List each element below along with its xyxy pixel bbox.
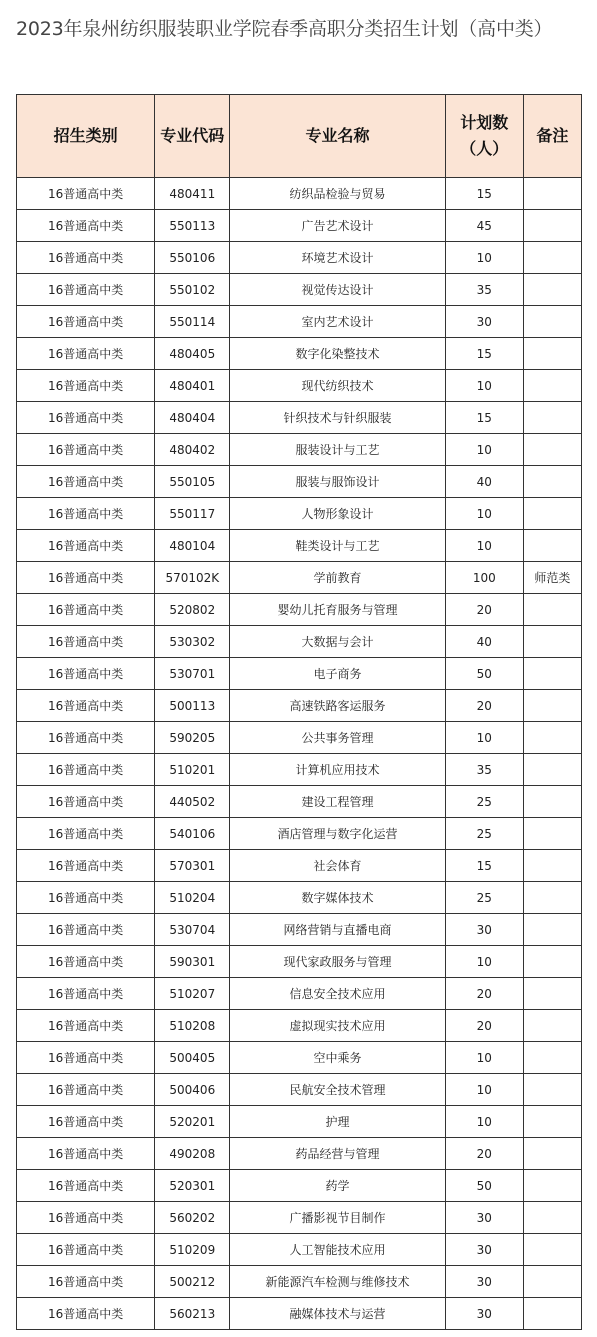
cell-category: 16普通高中类 — [17, 1298, 155, 1330]
cell-name: 网络营销与直播电商 — [230, 914, 445, 946]
cell-note — [523, 946, 581, 978]
table-row — [17, 530, 582, 562]
cell-category: 16普通高中类 — [17, 466, 155, 498]
header-count — [445, 95, 523, 178]
cell-count: 15 — [445, 338, 523, 370]
cell-code: 520301 — [155, 1170, 230, 1202]
cell-count: 40 — [445, 466, 523, 498]
table-row — [17, 274, 582, 306]
header-note: 备注 — [523, 95, 581, 178]
cell-code: 510201 — [155, 754, 230, 786]
table-row — [17, 1234, 582, 1266]
cell-name: 广告艺术设计 — [230, 210, 445, 242]
header-count-line2: （人） — [460, 139, 509, 158]
cell-category: 16普通高中类 — [17, 690, 155, 722]
cell-code: 550106 — [155, 242, 230, 274]
cell-code: 550113 — [155, 210, 230, 242]
cell-name: 建设工程管理 — [230, 786, 445, 818]
cell-note — [523, 1266, 581, 1298]
table-row — [17, 434, 582, 466]
cell-note — [523, 1298, 581, 1330]
cell-category: 16普通高中类 — [17, 370, 155, 402]
cell-note — [523, 530, 581, 562]
cell-category: 16普通高中类 — [17, 178, 155, 210]
cell-note — [523, 498, 581, 530]
cell-note — [523, 1234, 581, 1266]
table-header — [17, 95, 582, 178]
cell-note — [523, 978, 581, 1010]
table-row — [17, 722, 582, 754]
table-row — [17, 306, 582, 338]
cell-count: 15 — [445, 402, 523, 434]
cell-category: 16普通高中类 — [17, 1234, 155, 1266]
cell-count: 30 — [445, 1202, 523, 1234]
table-row — [17, 466, 582, 498]
cell-note — [523, 1010, 581, 1042]
cell-count: 10 — [445, 1042, 523, 1074]
cell-name: 药品经营与管理 — [230, 1138, 445, 1170]
cell-code: 510208 — [155, 1010, 230, 1042]
cell-note — [523, 1042, 581, 1074]
cell-count: 10 — [445, 1074, 523, 1106]
table-body — [17, 178, 582, 1330]
cell-category: 16普通高中类 — [17, 338, 155, 370]
cell-code: 550105 — [155, 466, 230, 498]
cell-code: 480411 — [155, 178, 230, 210]
cell-count: 10 — [445, 242, 523, 274]
cell-note — [523, 818, 581, 850]
table-row — [17, 178, 582, 210]
header-row — [17, 95, 582, 178]
cell-code: 500406 — [155, 1074, 230, 1106]
cell-note — [523, 722, 581, 754]
cell-category: 16普通高中类 — [17, 1266, 155, 1298]
table-row — [17, 882, 582, 914]
cell-code: 510207 — [155, 978, 230, 1010]
table-row — [17, 626, 582, 658]
cell-count: 20 — [445, 1138, 523, 1170]
cell-name: 新能源汽车检测与维修技术 — [230, 1266, 445, 1298]
cell-count: 10 — [445, 370, 523, 402]
cell-name: 人物形象设计 — [230, 498, 445, 530]
cell-count: 30 — [445, 306, 523, 338]
table-row — [17, 210, 582, 242]
cell-note — [523, 1170, 581, 1202]
cell-code: 550114 — [155, 306, 230, 338]
cell-note — [523, 690, 581, 722]
cell-name: 服装设计与工艺 — [230, 434, 445, 466]
cell-name: 婴幼儿托育服务与管理 — [230, 594, 445, 626]
cell-count: 20 — [445, 1010, 523, 1042]
table-row — [17, 338, 582, 370]
cell-note — [523, 274, 581, 306]
cell-code: 530704 — [155, 914, 230, 946]
cell-category: 16普通高中类 — [17, 754, 155, 786]
cell-note: 师范类 — [523, 562, 581, 594]
cell-code: 520802 — [155, 594, 230, 626]
cell-category: 16普通高中类 — [17, 818, 155, 850]
cell-code: 560213 — [155, 1298, 230, 1330]
cell-count: 35 — [445, 274, 523, 306]
cell-category: 16普通高中类 — [17, 1074, 155, 1106]
cell-name: 数字媒体技术 — [230, 882, 445, 914]
table-row — [17, 1170, 582, 1202]
header-name: 专业名称 — [230, 95, 445, 178]
cell-category: 16普通高中类 — [17, 658, 155, 690]
cell-code: 500113 — [155, 690, 230, 722]
cell-note — [523, 370, 581, 402]
cell-category: 16普通高中类 — [17, 562, 155, 594]
cell-note — [523, 210, 581, 242]
table-row — [17, 242, 582, 274]
cell-category: 16普通高中类 — [17, 1138, 155, 1170]
cell-note — [523, 594, 581, 626]
cell-category: 16普通高中类 — [17, 530, 155, 562]
cell-code: 480405 — [155, 338, 230, 370]
cell-count: 20 — [445, 594, 523, 626]
cell-category: 16普通高中类 — [17, 1010, 155, 1042]
cell-code: 570102K — [155, 562, 230, 594]
cell-code: 480404 — [155, 402, 230, 434]
cell-name: 数字化染整技术 — [230, 338, 445, 370]
cell-count: 35 — [445, 754, 523, 786]
cell-name: 学前教育 — [230, 562, 445, 594]
cell-code: 510204 — [155, 882, 230, 914]
cell-count: 25 — [445, 818, 523, 850]
cell-note — [523, 754, 581, 786]
cell-name: 纺织品检验与贸易 — [230, 178, 445, 210]
cell-name: 鞋类设计与工艺 — [230, 530, 445, 562]
cell-count: 10 — [445, 434, 523, 466]
cell-count: 100 — [445, 562, 523, 594]
enrollment-plan-table — [16, 94, 582, 1330]
table-row — [17, 370, 582, 402]
cell-name: 现代纺织技术 — [230, 370, 445, 402]
cell-code: 490208 — [155, 1138, 230, 1170]
cell-code: 590205 — [155, 722, 230, 754]
cell-code: 570301 — [155, 850, 230, 882]
cell-count: 10 — [445, 1106, 523, 1138]
cell-name: 社会体育 — [230, 850, 445, 882]
table-row — [17, 1106, 582, 1138]
cell-name: 针织技术与针织服装 — [230, 402, 445, 434]
header-count-line1: 计划数 — [460, 113, 509, 132]
cell-category: 16普通高中类 — [17, 914, 155, 946]
table-row — [17, 1042, 582, 1074]
cell-note — [523, 1106, 581, 1138]
cell-name: 服装与服饰设计 — [230, 466, 445, 498]
cell-count: 30 — [445, 914, 523, 946]
cell-code: 480401 — [155, 370, 230, 402]
cell-category: 16普通高中类 — [17, 1042, 155, 1074]
cell-name: 融媒体技术与运营 — [230, 1298, 445, 1330]
cell-category: 16普通高中类 — [17, 722, 155, 754]
cell-count: 10 — [445, 722, 523, 754]
cell-count: 25 — [445, 786, 523, 818]
cell-count: 10 — [445, 530, 523, 562]
cell-name: 民航安全技术管理 — [230, 1074, 445, 1106]
cell-note — [523, 178, 581, 210]
table-row — [17, 978, 582, 1010]
cell-count: 10 — [445, 946, 523, 978]
cell-name: 广播影视节目制作 — [230, 1202, 445, 1234]
cell-name: 虚拟现实技术应用 — [230, 1010, 445, 1042]
cell-name: 室内艺术设计 — [230, 306, 445, 338]
cell-note — [523, 1202, 581, 1234]
table-row — [17, 690, 582, 722]
cell-name: 视觉传达设计 — [230, 274, 445, 306]
cell-category: 16普通高中类 — [17, 626, 155, 658]
cell-name: 护理 — [230, 1106, 445, 1138]
cell-code: 530302 — [155, 626, 230, 658]
cell-note — [523, 882, 581, 914]
cell-code: 550117 — [155, 498, 230, 530]
cell-category: 16普通高中类 — [17, 306, 155, 338]
cell-code: 550102 — [155, 274, 230, 306]
cell-count: 30 — [445, 1266, 523, 1298]
cell-code: 440502 — [155, 786, 230, 818]
page-title: 2023年泉州纺织服装职业学院春季高职分类招生计划（高中类） — [16, 18, 553, 40]
table-row — [17, 1298, 582, 1330]
cell-code: 500212 — [155, 1266, 230, 1298]
cell-category: 16普通高中类 — [17, 882, 155, 914]
cell-category: 16普通高中类 — [17, 1106, 155, 1138]
cell-category: 16普通高中类 — [17, 274, 155, 306]
cell-name: 空中乘务 — [230, 1042, 445, 1074]
cell-category: 16普通高中类 — [17, 850, 155, 882]
header-code: 专业代码 — [155, 95, 230, 178]
table-row — [17, 1010, 582, 1042]
cell-code: 530701 — [155, 658, 230, 690]
cell-category: 16普通高中类 — [17, 1170, 155, 1202]
table-row — [17, 402, 582, 434]
cell-name: 高速铁路客运服务 — [230, 690, 445, 722]
cell-count: 50 — [445, 1170, 523, 1202]
cell-code: 590301 — [155, 946, 230, 978]
cell-name: 药学 — [230, 1170, 445, 1202]
cell-category: 16普通高中类 — [17, 978, 155, 1010]
cell-note — [523, 626, 581, 658]
cell-count: 15 — [445, 850, 523, 882]
cell-name: 大数据与会计 — [230, 626, 445, 658]
table-row — [17, 1266, 582, 1298]
table-row — [17, 818, 582, 850]
cell-name: 环境艺术设计 — [230, 242, 445, 274]
table-row — [17, 1074, 582, 1106]
cell-category: 16普通高中类 — [17, 210, 155, 242]
table-row — [17, 914, 582, 946]
cell-note — [523, 658, 581, 690]
table-row — [17, 1138, 582, 1170]
cell-note — [523, 338, 581, 370]
cell-count: 50 — [445, 658, 523, 690]
cell-note — [523, 402, 581, 434]
cell-count: 25 — [445, 882, 523, 914]
cell-code: 500405 — [155, 1042, 230, 1074]
header-category: 招生类别 — [17, 95, 155, 178]
cell-name: 信息安全技术应用 — [230, 978, 445, 1010]
cell-note — [523, 306, 581, 338]
cell-category: 16普通高中类 — [17, 1202, 155, 1234]
cell-count: 15 — [445, 178, 523, 210]
cell-category: 16普通高中类 — [17, 242, 155, 274]
table-row — [17, 1202, 582, 1234]
cell-category: 16普通高中类 — [17, 594, 155, 626]
cell-note — [523, 1074, 581, 1106]
table-row — [17, 498, 582, 530]
cell-count: 30 — [445, 1234, 523, 1266]
cell-note — [523, 466, 581, 498]
cell-count: 20 — [445, 690, 523, 722]
cell-category: 16普通高中类 — [17, 434, 155, 466]
table-row — [17, 562, 582, 594]
cell-note — [523, 914, 581, 946]
cell-count: 40 — [445, 626, 523, 658]
table-row — [17, 594, 582, 626]
cell-note — [523, 786, 581, 818]
cell-name: 公共事务管理 — [230, 722, 445, 754]
cell-code: 540106 — [155, 818, 230, 850]
cell-code: 480402 — [155, 434, 230, 466]
table-row — [17, 946, 582, 978]
table-row — [17, 850, 582, 882]
cell-code: 510209 — [155, 1234, 230, 1266]
cell-count: 30 — [445, 1298, 523, 1330]
cell-name: 电子商务 — [230, 658, 445, 690]
cell-name: 现代家政服务与管理 — [230, 946, 445, 978]
cell-name: 人工智能技术应用 — [230, 1234, 445, 1266]
cell-note — [523, 850, 581, 882]
cell-code: 560202 — [155, 1202, 230, 1234]
cell-count: 20 — [445, 978, 523, 1010]
table-row — [17, 786, 582, 818]
cell-note — [523, 1138, 581, 1170]
cell-category: 16普通高中类 — [17, 946, 155, 978]
table-row — [17, 658, 582, 690]
cell-note — [523, 434, 581, 466]
cell-category: 16普通高中类 — [17, 402, 155, 434]
cell-note — [523, 242, 581, 274]
cell-name: 计算机应用技术 — [230, 754, 445, 786]
cell-code: 520201 — [155, 1106, 230, 1138]
cell-category: 16普通高中类 — [17, 498, 155, 530]
cell-count: 10 — [445, 498, 523, 530]
cell-name: 酒店管理与数字化运营 — [230, 818, 445, 850]
table-row — [17, 754, 582, 786]
cell-count: 45 — [445, 210, 523, 242]
cell-code: 480104 — [155, 530, 230, 562]
cell-category: 16普通高中类 — [17, 786, 155, 818]
